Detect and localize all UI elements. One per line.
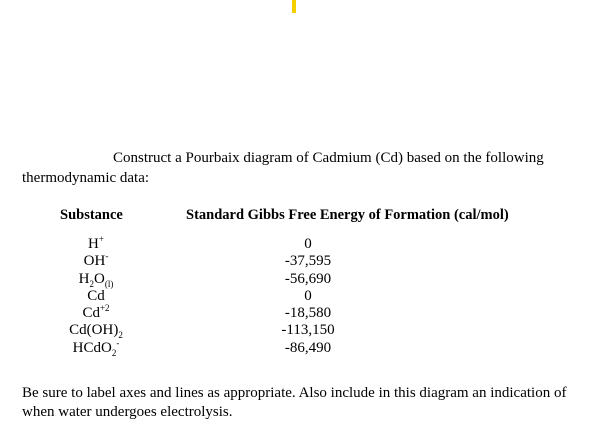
formula-charge: -	[105, 251, 109, 262]
formula-subscript: 2	[118, 330, 123, 341]
substance-list	[50, 236, 142, 357]
gibbs-value: -86,490	[284, 339, 332, 356]
gibbs-value: -113,150	[281, 322, 335, 339]
intro-text: Construct a Pourbaix diagram of Cadmium (Cd) based on the following thermodynamic data:	[22, 150, 544, 186]
formula-subscript: 2	[111, 347, 117, 358]
substance-formula	[50, 305, 142, 322]
gibbs-value-list	[258, 236, 358, 357]
substance-formula	[50, 322, 142, 339]
substance-formula	[50, 337, 142, 358]
formula-base: Cd	[87, 287, 105, 304]
gibbs-value: 0	[304, 287, 312, 304]
formula-charge: -	[116, 337, 120, 348]
formula-base: H	[78, 270, 90, 287]
formula-base: Cd(OH)	[69, 322, 119, 339]
gibbs-value: -56,690	[284, 270, 332, 287]
closing-instructions: Be sure to label axes and lines as appropriate. Also include in this diagram an indication of when water undergoes electrolysis.	[22, 385, 567, 420]
intro-paragraph	[22, 148, 592, 188]
gibbs-value: -37,595	[284, 253, 332, 270]
formula-base: H	[88, 236, 99, 252]
gibbs-column-header: Standard Gibbs Free Energy of Formation (cal/mol)	[186, 207, 509, 223]
substance-formula	[50, 253, 142, 270]
text-cursor-marker	[292, 0, 296, 13]
formula-base: OH	[83, 253, 106, 270]
formula-base: Cd	[82, 305, 100, 322]
formula-phase: (l)	[104, 278, 114, 289]
formula-charge: +	[98, 234, 104, 244]
formula-subscript: 2	[89, 278, 94, 289]
substance-formula	[50, 271, 142, 288]
formula-charge: +2	[99, 303, 110, 314]
substance-column-header: Substance	[60, 207, 123, 223]
gibbs-value: -18,580	[284, 305, 332, 322]
formula-tail: O	[94, 270, 105, 287]
formula-base: HCdO	[72, 339, 112, 356]
gibbs-value: 0	[304, 236, 312, 252]
substance-formula	[50, 288, 142, 305]
substance-formula	[50, 236, 142, 253]
